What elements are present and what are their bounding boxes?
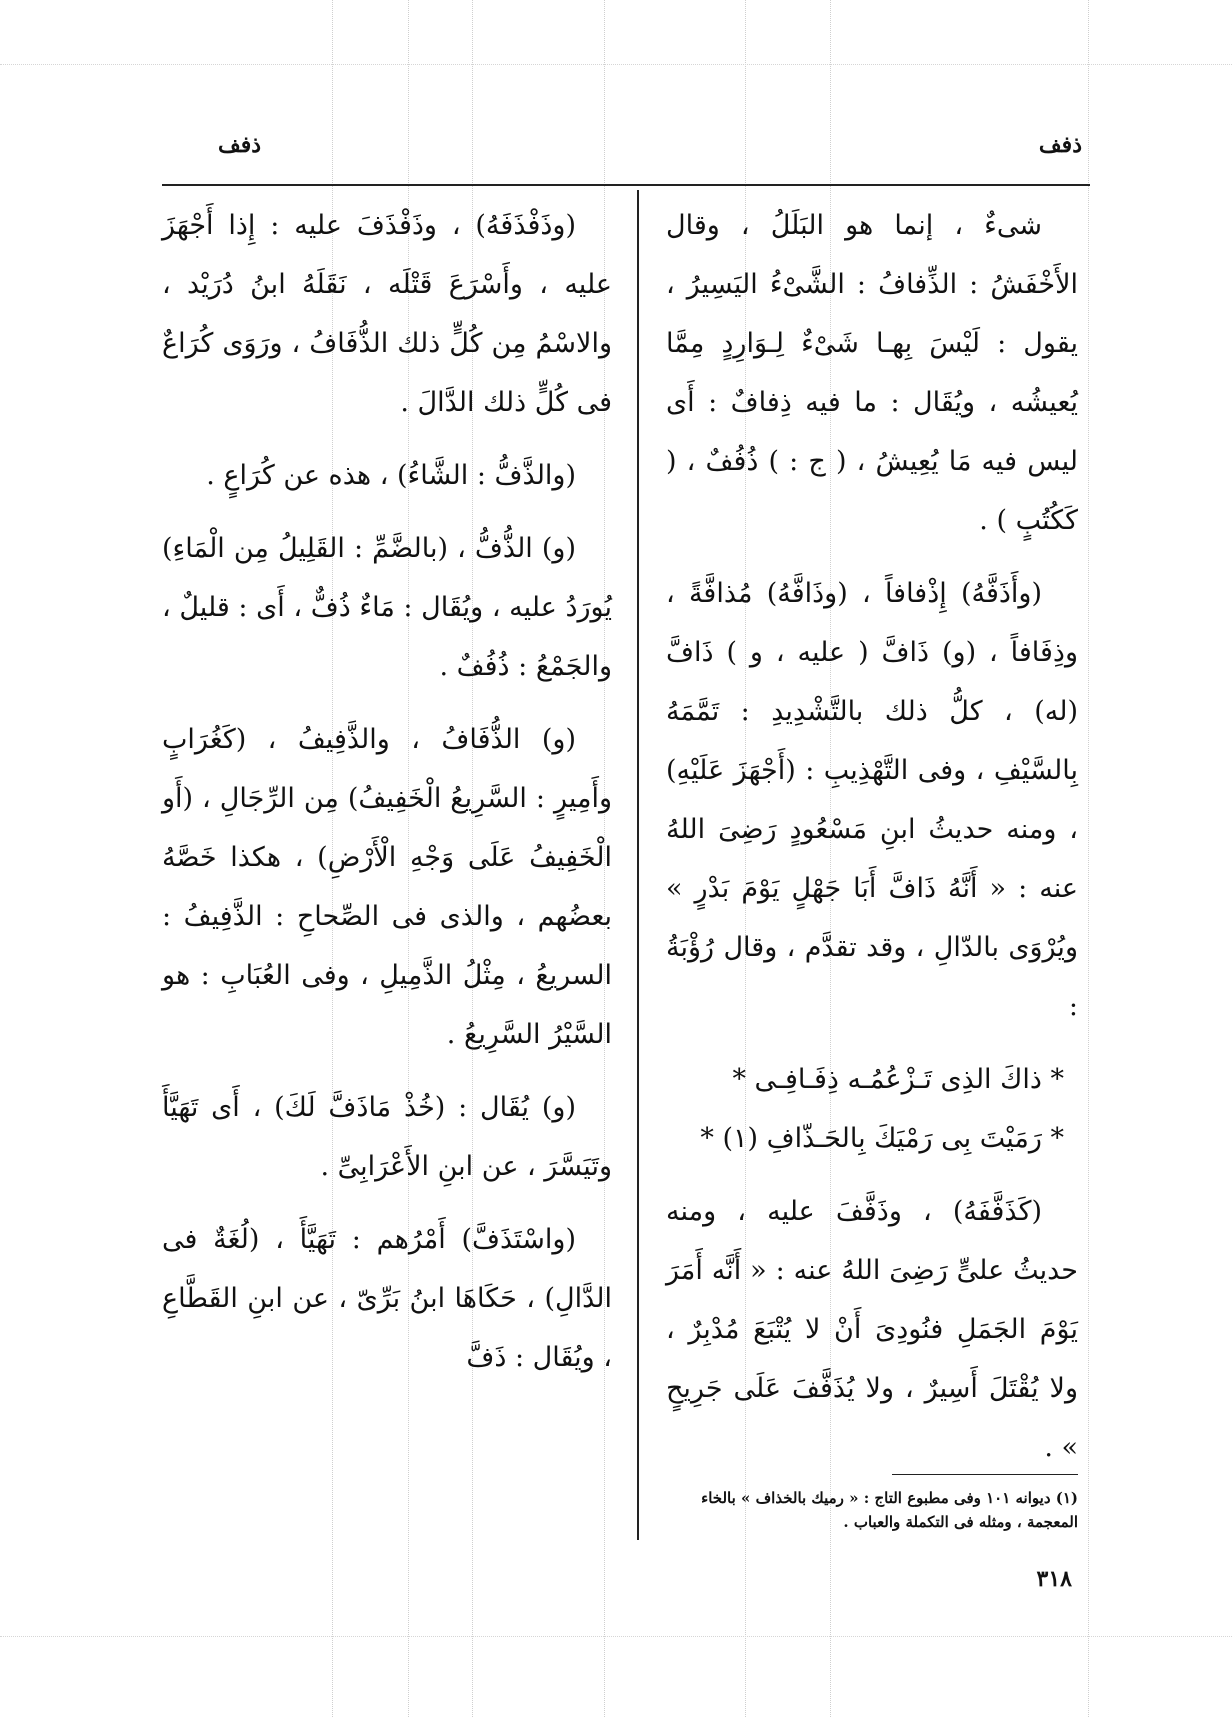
entry-paragraph: شىءٌ ، إنما هو البَلَلُ ، وقال الأَخْفَشُ : الذِّفافُ : الشَّىْءُ اليَسِيرُ ، يقول : لَيْسَ بِهـا شَىْءٌ لِـوَارِدٍ مِمَّا يُعيشُه ، ويُقَال : ما فيه ذِفافٌ : أَى ليس فيه مَا يُعِيشُ ، ( ج : ) ذُفُفٌ ، ( كَكُتُبٍ ) . bbox=[666, 210, 1078, 536]
entry-paragraph: (واسْتَذَفَّ) أَمْرُهم : تَهَيَّأَ ، (لُغَةٌ فى الدَّالِ) ، حَكَاهَا ابنُ بَرِّىّ ، عن ابنِ القَطَّاعِ ، ويُقَال : ذَفَّ bbox=[162, 1224, 612, 1373]
entry-paragraph: (و) الذُّفَافُ ، والذَّفِيفُ ، (كَغُرَابٍ وأَمِيرٍ : السَّرِيعُ الْخَفِيفُ) مِن الرِّجَالِ ، (أَو الْخَفِيفُ عَلَى وَجْهِ الْأَرْضِ) ، هكذا خَصَّهُ بعضُهم ، والذى فى الصِّحاحِ : الذَّفِيفُ : السريعُ ، مِثْلُ الذَّمِيلِ ، وفى العُبَابِ : هو السَّيْرُ السَّرِيعُ . bbox=[162, 724, 612, 1050]
scan-guide-line bbox=[0, 1636, 1232, 1637]
right-column bbox=[666, 196, 1078, 1477]
left-column bbox=[162, 196, 612, 1387]
entry-paragraph: (وأَذَفَّهُ) إِذْفافاً ، (وذَافَّهُ) مُذافَّةً ، وذِفَافاً ، (و) ذَافَّ ( عليه ، و ) ذَافَّ (له) ، كلُّ ذلك بالتَّشْدِيدِ : تَمَّمَهُ بِالسَّيْفِ ، وفى التَّهْذِيبِ : (أَجْهَزَ عَلَيْهِ) ، ومنه حديثُ ابنِ مَسْعُودٍ رَضِىَ اللهُ عنه : « أَنَّهُ ذَافَّ أَبَا جَهْلٍ يَوْمَ بَدْرٍ » ويُرْوَى بالدّالِ ، وقد تقدَّم ، وقال رُؤْبَةُ : bbox=[666, 578, 1078, 1022]
column-divider bbox=[637, 190, 639, 1540]
header-rule bbox=[162, 184, 1090, 186]
entry-paragraph: (و) يُقَال : (خُذْ مَاذَفَّ لَكَ) ، أَى تَهَيَّأَ وتَيَسَّرَ ، عن ابنِ الأَعْرَابِىِّ . bbox=[162, 1092, 612, 1182]
entry-paragraph: (كَذَفَّفَهُ) ، وذَفَّفَ عليه ، ومنه حديثُ علىٍّ رَضِىَ اللهُ عنه : « أَنَّه أَمَرَ يَوْمَ الجَمَلِ فنُودِىَ أَنْ لا يُتْبَعَ مُدْبِرٌ ، ولا يُقْتَلَ أَسِيرٌ ، ولا يُذَفَّفَ عَلَى جَرِيحٍ » . bbox=[666, 1196, 1078, 1463]
entry-paragraph: (وذَفْذَفَهُ) ، وذَفْذَفَ عليه : إِذا أَجْهَزَ عليه ، وأَسْرَعَ قَتْلَه ، نَقَلَهُ ابنُ دُرَيْد ، والاسْمُ مِن كُلٍّ ذلك الذُّفَافُ ، ورَوَى كُرَاعٌ فى كُلٍّ ذلك الدَّالَ . bbox=[162, 210, 612, 418]
entry-paragraph: (والذَّفُّ : الشَّاءُ) ، هذه عن كُرَاعٍ . bbox=[206, 460, 576, 491]
scan-guide-line bbox=[1088, 0, 1089, 1717]
scan-guide-line bbox=[0, 64, 1232, 65]
poem-verse: * ذاكَ الذِى تَـزْعُمُـه ذِفَـافِـى * bbox=[732, 1064, 1064, 1095]
poem-verse: * رَمَيْتَ بِى رَمْيَكَ بِالحَـذّافِ (١) * bbox=[700, 1123, 1064, 1154]
running-head-right: ذفف bbox=[1038, 132, 1082, 158]
footnote: (١) ديوانه ١٠١ وفى مطبوع التاج : « رميك بالخذاف » بالخاء المعجمة ، ومثله فى التكملة والعباب . bbox=[701, 1489, 1078, 1531]
running-head-left: ذفف bbox=[218, 132, 262, 158]
page-number: ٣١٨ bbox=[1036, 1566, 1072, 1592]
entry-paragraph: (و) الذُّفُّ ، (بالضَّمِّ : القَلِيلُ مِن الْمَاءِ) يُورَدُ عليه ، ويُقَال : مَاءٌ ذُفٌّ ، أَى : قليلٌ ، والجَمْعُ : ذُفُفٌ . bbox=[162, 533, 612, 682]
footnote-rule bbox=[892, 1474, 1078, 1475]
